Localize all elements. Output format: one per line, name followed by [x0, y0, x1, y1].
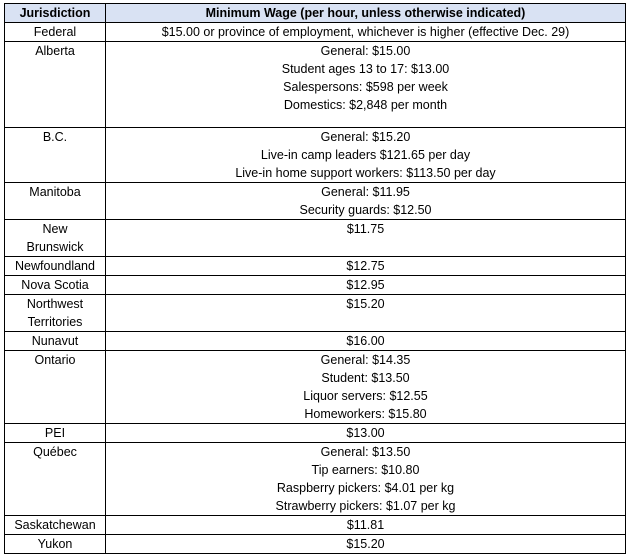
jurisdiction-name: Newfoundland — [15, 259, 95, 273]
wage-line: $16.00 — [346, 334, 385, 348]
wage-line: $15.20 — [346, 537, 385, 551]
jurisdiction-cell — [5, 443, 106, 516]
jurisdiction-cell — [5, 295, 106, 332]
jurisdiction-cell — [5, 516, 106, 535]
wage-line: $15.20 — [346, 297, 385, 311]
jurisdiction-name: Nunavut — [31, 334, 79, 348]
minimum-wage-cell — [106, 23, 626, 42]
table-body — [5, 23, 626, 554]
jurisdiction-cell — [5, 424, 106, 443]
minimum-wage-cell — [106, 424, 626, 443]
jurisdiction-name: Yukon — [37, 537, 73, 551]
table-row — [5, 351, 626, 424]
wage-line: General: $13.50 — [320, 445, 411, 459]
jurisdiction-cell — [5, 42, 106, 128]
table-row — [5, 332, 626, 351]
table-row — [5, 276, 626, 295]
jurisdiction-name: Territories — [27, 315, 83, 329]
jurisdiction-cell — [5, 220, 106, 257]
minimum-wage-table — [4, 3, 626, 554]
wage-line: $12.95 — [346, 278, 385, 292]
minimum-wage-cell — [106, 516, 626, 535]
jurisdiction-name: Nova Scotia — [21, 278, 89, 292]
wage-line: Student ages 13 to 17: $13.00 — [281, 62, 450, 76]
wage-line: Student: $13.50 — [321, 371, 410, 385]
wage-line: $15.00 or province of employment, whichever is higher (effective Dec. 29) — [161, 25, 570, 39]
table-row — [5, 42, 626, 128]
table-row — [5, 535, 626, 554]
minimum-wage-cell — [106, 332, 626, 351]
jurisdiction-name: New — [42, 222, 68, 236]
wage-table-container — [4, 3, 626, 554]
minimum-wage-cell — [106, 183, 626, 220]
wage-line: General: $15.20 — [320, 130, 411, 144]
wage-line: Live-in camp leaders $121.65 per day — [260, 148, 471, 162]
minimum-wage-cell — [106, 220, 626, 257]
wage-line: Domestics: $2,848 per month — [283, 98, 448, 112]
jurisdiction-name: Brunswick — [26, 240, 84, 254]
jurisdiction-name: Manitoba — [29, 185, 81, 199]
minimum-wage-cell — [106, 276, 626, 295]
jurisdiction-cell — [5, 128, 106, 183]
table-row — [5, 257, 626, 276]
wage-line: Tip earners: $10.80 — [311, 463, 420, 477]
wage-line: $12.75 — [346, 259, 385, 273]
wage-line: Security guards: $12.50 — [299, 203, 432, 217]
jurisdiction-name: Federal — [33, 25, 77, 39]
wage-line: Homeworkers: $15.80 — [304, 407, 427, 421]
jurisdiction-cell — [5, 23, 106, 42]
table-row — [5, 443, 626, 516]
wage-line: Liquor servers: $12.55 — [303, 389, 428, 403]
jurisdiction-name: Saskatchewan — [14, 518, 96, 532]
minimum-wage-cell — [106, 443, 626, 516]
header-minimum-wage: Minimum Wage (per hour, unless otherwise indicated) — [106, 4, 626, 23]
jurisdiction-name: Ontario — [34, 353, 76, 367]
jurisdiction-name: PEI — [44, 426, 66, 440]
wage-line: Strawberry pickers: $1.07 per kg — [275, 499, 456, 513]
wage-line: $13.00 — [346, 426, 385, 440]
table-row — [5, 23, 626, 42]
table-row — [5, 424, 626, 443]
table-row — [5, 220, 626, 257]
jurisdiction-name: Québec — [33, 445, 77, 459]
minimum-wage-cell — [106, 535, 626, 554]
table-row — [5, 128, 626, 183]
jurisdiction-name: Alberta — [35, 44, 75, 58]
minimum-wage-cell — [106, 295, 626, 332]
jurisdiction-cell — [5, 351, 106, 424]
minimum-wage-cell — [106, 257, 626, 276]
jurisdiction-cell — [5, 332, 106, 351]
header-row — [5, 4, 626, 23]
jurisdiction-name: Northwest — [26, 297, 84, 311]
wage-line: $11.81 — [346, 518, 385, 532]
wage-line: General: $14.35 — [320, 353, 411, 367]
table-row — [5, 295, 626, 332]
table-row — [5, 183, 626, 220]
minimum-wage-cell — [106, 42, 626, 128]
wage-line: $11.75 — [346, 222, 385, 236]
jurisdiction-cell — [5, 257, 106, 276]
wage-line: Raspberry pickers: $4.01 per kg — [276, 481, 455, 495]
wage-line: Salespersons: $598 per week — [283, 80, 448, 94]
jurisdiction-name: B.C. — [42, 130, 68, 144]
header-jurisdiction: Jurisdiction — [5, 4, 106, 23]
table-row — [5, 516, 626, 535]
minimum-wage-cell — [106, 128, 626, 183]
wage-line: General: $15.00 — [320, 44, 411, 58]
minimum-wage-cell — [106, 351, 626, 424]
wage-line: Live-in home support workers: $113.50 per day — [235, 166, 496, 180]
wage-line: General: $11.95 — [321, 185, 410, 199]
jurisdiction-cell — [5, 183, 106, 220]
jurisdiction-cell — [5, 276, 106, 295]
jurisdiction-cell — [5, 535, 106, 554]
